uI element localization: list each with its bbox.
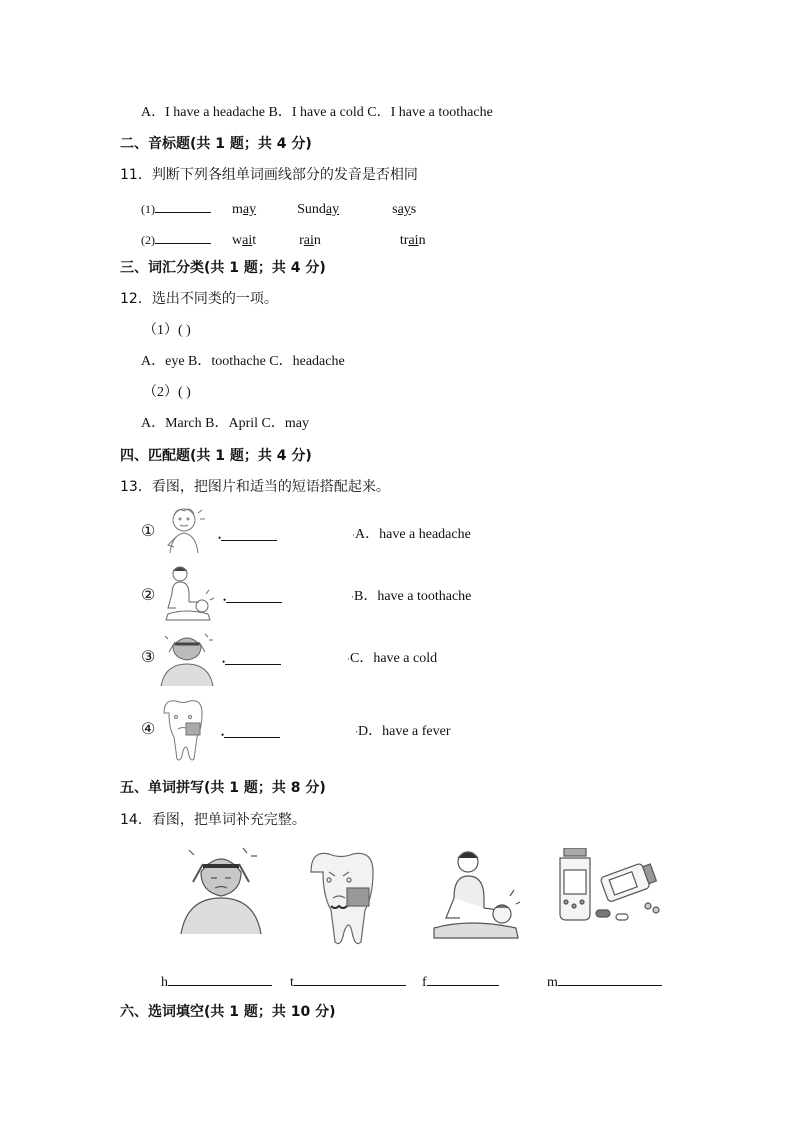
q14-answer-4 bbox=[547, 971, 662, 992]
q13-item-1-picture-cold bbox=[158, 505, 210, 555]
q13-option-d: ·D．have a fever bbox=[355, 724, 451, 739]
section-4-score: (共 1 题；共 4 分) bbox=[190, 448, 312, 464]
q13-item-1-answer: • bbox=[218, 526, 277, 547]
q11-row-2-number: (2) bbox=[141, 233, 155, 247]
medicine-bottles-icon bbox=[556, 848, 662, 924]
q13-option-a: ·A．have a headache bbox=[352, 527, 471, 542]
q13-stem: 13．看图，把图片和适当的短语搭配起来。 bbox=[120, 479, 390, 495]
q11-row-1-word-2: Sunday bbox=[297, 202, 340, 217]
q14-stem: 14．看图，把单词补充完整。 bbox=[120, 812, 306, 828]
section-6-heading bbox=[120, 1003, 336, 1021]
section-2-title: 二、音标题 bbox=[120, 136, 190, 152]
q11-row-2-word-3: train bbox=[399, 233, 426, 248]
q11-stem: 11．判断下列各组单词画线部分的发音是否相同 bbox=[120, 167, 418, 183]
q14-answer-3 bbox=[422, 971, 499, 992]
q14-answer-1-letter: h bbox=[161, 975, 168, 990]
headache-person-icon bbox=[157, 630, 217, 688]
q13-option-b: ·B．have a toothache bbox=[351, 589, 472, 604]
q11-row-2-word-1: wait bbox=[232, 233, 257, 248]
q11-row-1-word-3: says bbox=[392, 202, 417, 217]
section-4-title: 四、匹配题 bbox=[120, 448, 190, 464]
section-3-title: 三、词汇分类 bbox=[120, 260, 204, 276]
q13-item-1-answer-blank[interactable] bbox=[221, 526, 277, 541]
section-2-heading bbox=[120, 135, 312, 153]
q10-options: A．I have a headache B．I have a cold C．I have a toothache bbox=[141, 105, 493, 120]
q11-row-1-number: (1) bbox=[141, 202, 155, 216]
q11-row-2-word-2: rain bbox=[299, 233, 321, 248]
section-6-score: (共 1 题；共 10 分) bbox=[204, 1004, 336, 1020]
q14-answer-3-blank[interactable] bbox=[427, 971, 499, 986]
q13-item-4-picture-toothache bbox=[158, 697, 208, 763]
q13-item-4-answer: • bbox=[221, 723, 280, 744]
section-5-score: (共 1 题；共 8 分) bbox=[204, 780, 326, 796]
q11-row-2-answer-blank[interactable] bbox=[155, 229, 211, 244]
q14-picture-headache bbox=[175, 842, 267, 936]
q12-part-1-options: A．eye B．toothache C．headache bbox=[141, 354, 345, 369]
q11-row-1-answer-blank[interactable] bbox=[155, 198, 211, 213]
q13-item-3-picture-headache bbox=[157, 630, 217, 688]
fever-care-icon bbox=[158, 564, 214, 624]
q12-stem: 12．选出不同类的一项。 bbox=[120, 291, 278, 307]
section-6-title: 六、选词填空 bbox=[120, 1004, 204, 1020]
q14-answer-4-blank[interactable] bbox=[558, 971, 662, 986]
section-5-title: 五、单词拼写 bbox=[120, 780, 204, 796]
q13-item-3-answer: • bbox=[222, 650, 281, 671]
q14-answer-1 bbox=[161, 971, 272, 992]
q13-item-3-mark: ③ bbox=[141, 649, 156, 666]
section-3-heading bbox=[120, 259, 326, 277]
q14-answer-4-letter: m bbox=[547, 975, 558, 990]
q14-answer-2-blank[interactable] bbox=[294, 971, 406, 986]
q12-part-2-label: （2）( ) bbox=[143, 385, 191, 400]
q11-row-2 bbox=[141, 229, 426, 250]
q12-part-1-label: （1）( ) bbox=[143, 323, 191, 338]
q14-answer-2 bbox=[290, 971, 406, 992]
q14-picture-medicine bbox=[556, 848, 662, 924]
q11-row-1 bbox=[141, 198, 416, 219]
section-2-score: (共 1 题；共 4 分) bbox=[190, 136, 312, 152]
q13-item-4-answer-blank[interactable] bbox=[224, 723, 280, 738]
fever-care-icon bbox=[430, 848, 520, 946]
sad-tooth-icon bbox=[305, 848, 381, 948]
q13-item-1-mark: ① bbox=[141, 523, 156, 540]
q14-answer-1-blank[interactable] bbox=[168, 971, 272, 986]
q13-item-2-picture-fever bbox=[158, 564, 214, 624]
q13-item-3-answer-blank[interactable] bbox=[225, 650, 281, 665]
q12-part-2-options: A．March B．April C．may bbox=[141, 416, 309, 431]
q14-answer-2-letter: t bbox=[290, 975, 294, 990]
q11-row-1-word-1: may bbox=[232, 202, 257, 217]
headache-person-icon bbox=[175, 842, 267, 936]
q13-option-c: ·C．have a cold bbox=[347, 651, 438, 666]
q13-item-2-answer-blank[interactable] bbox=[226, 588, 282, 603]
q13-item-2-answer: • bbox=[223, 588, 282, 609]
section-5-heading bbox=[120, 779, 326, 797]
section-3-score: (共 1 题；共 4 分) bbox=[204, 260, 326, 276]
q14-answer-3-letter: f bbox=[422, 975, 427, 990]
sad-tooth-icon bbox=[158, 697, 208, 763]
q13-item-4-mark: ④ bbox=[141, 721, 156, 738]
q13-item-2-mark: ② bbox=[141, 587, 156, 604]
sick-child-icon bbox=[158, 505, 210, 555]
q14-picture-fever bbox=[430, 848, 520, 946]
q14-picture-toothache bbox=[305, 848, 381, 948]
section-4-heading bbox=[120, 447, 312, 465]
